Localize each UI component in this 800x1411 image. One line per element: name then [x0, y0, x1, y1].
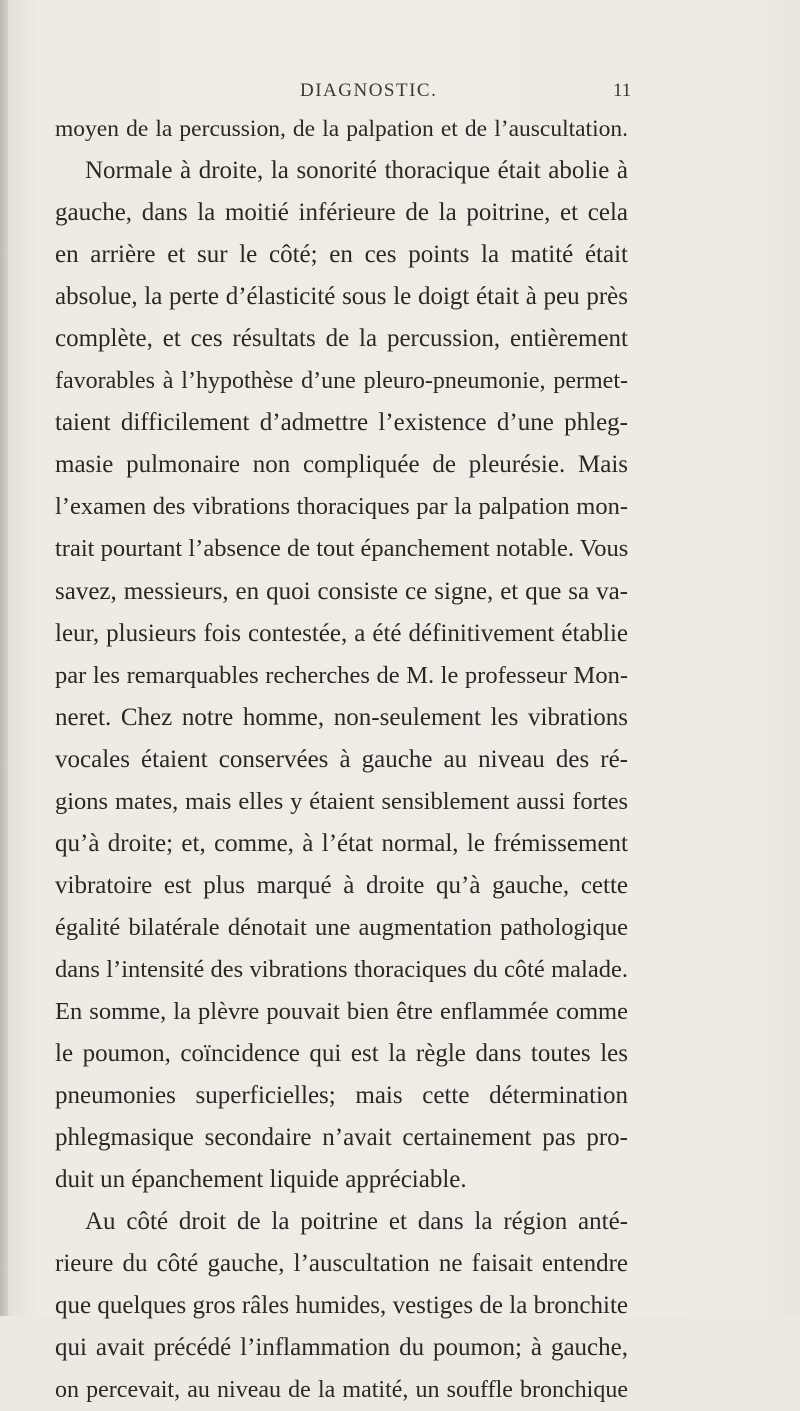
text-line: Normale à droite, la sonorité thoracique était abolie à: [85, 157, 628, 185]
text-line: pneumonies superficielles; mais cette détermination: [55, 1082, 628, 1110]
text-line: l’examen des vibrations thoraciques par la palpation mon-: [55, 493, 628, 521]
text-line: duit un épanchement liquide appréciable.: [55, 1166, 467, 1194]
text-line: que quelques gros râles humides, vestiges de la bronchite: [55, 1292, 628, 1320]
text-line: en arrière et sur le côté; en ces points la matité était: [55, 241, 628, 269]
text-line: favorables à l’hypothèse d’une pleuro-pneumonie, permet-: [55, 368, 628, 395]
text-line: taient difficilement d’admettre l’existence d’une phleg-: [55, 409, 628, 437]
text-line: qui avait précédé l’inflammation du poumon; à gauche,: [55, 1334, 628, 1362]
text-line: le poumon, coïncidence qui est la règle dans toutes les: [55, 1040, 628, 1068]
text-line: complète, et ces résultats de la percussion, entièrement: [55, 325, 628, 353]
text-line: neret. Chez notre homme, non-seulement les vibrations: [55, 703, 628, 731]
text-line: par les remarquables recherches de M. le professeur Mon-: [55, 661, 628, 689]
text-line: trait pourtant l’absence de tout épanchement notable. Vous: [55, 535, 629, 563]
text-line: vocales étaient conservées à gauche au niveau des ré-: [55, 745, 628, 773]
text-line: gions mates, mais elles y étaient sensiblement aussi fortes: [55, 787, 628, 815]
text-line: gauche, dans la moitié inférieure de la poitrine, et cela: [55, 199, 628, 227]
running-title: DIAGNOSTIC.: [300, 80, 438, 101]
text-line: vibratoire est plus marqué à droite qu’à gauche, cette: [55, 871, 628, 899]
text-line: qu’à droite; et, comme, à l’état normal, le frémissement: [55, 829, 628, 857]
text-line: absolue, la perte d’élasticité sous le doigt était à peu près: [55, 283, 628, 311]
text-line: dans l’intensité des vibrations thoraciques du côté malade.: [55, 955, 628, 983]
text-line: Au côté droit de la poitrine et dans la région anté-: [85, 1208, 628, 1236]
page-gutter: [0, 0, 8, 1316]
text-line: égalité bilatérale dénotait une augmentation pathologique: [55, 913, 628, 941]
body-text: [55, 108, 628, 1411]
page-number: 11: [613, 80, 632, 101]
text-line: savez, messieurs, en quoi consiste ce signe, et que sa va-: [55, 577, 628, 605]
text-line: masie pulmonaire non compliquée de pleurésie. Mais: [55, 451, 628, 479]
text-line: phlegmasique secondaire n’avait certainement pas pro-: [55, 1124, 628, 1152]
running-head: [0, 80, 800, 110]
text-line: leur, plusieurs fois contestée, a été définitivement établie: [55, 619, 628, 647]
text-line: on percevait, au niveau de la matité, un souffle bronchique: [55, 1377, 628, 1404]
text-line: En somme, la plèvre pouvait bien être enflammée comme: [55, 997, 628, 1025]
text-line: moyen de la percussion, de la palpation et de l’auscultation.: [55, 116, 628, 142]
text-line: rieure du côté gauche, l’auscultation ne faisait entendre: [55, 1250, 628, 1278]
